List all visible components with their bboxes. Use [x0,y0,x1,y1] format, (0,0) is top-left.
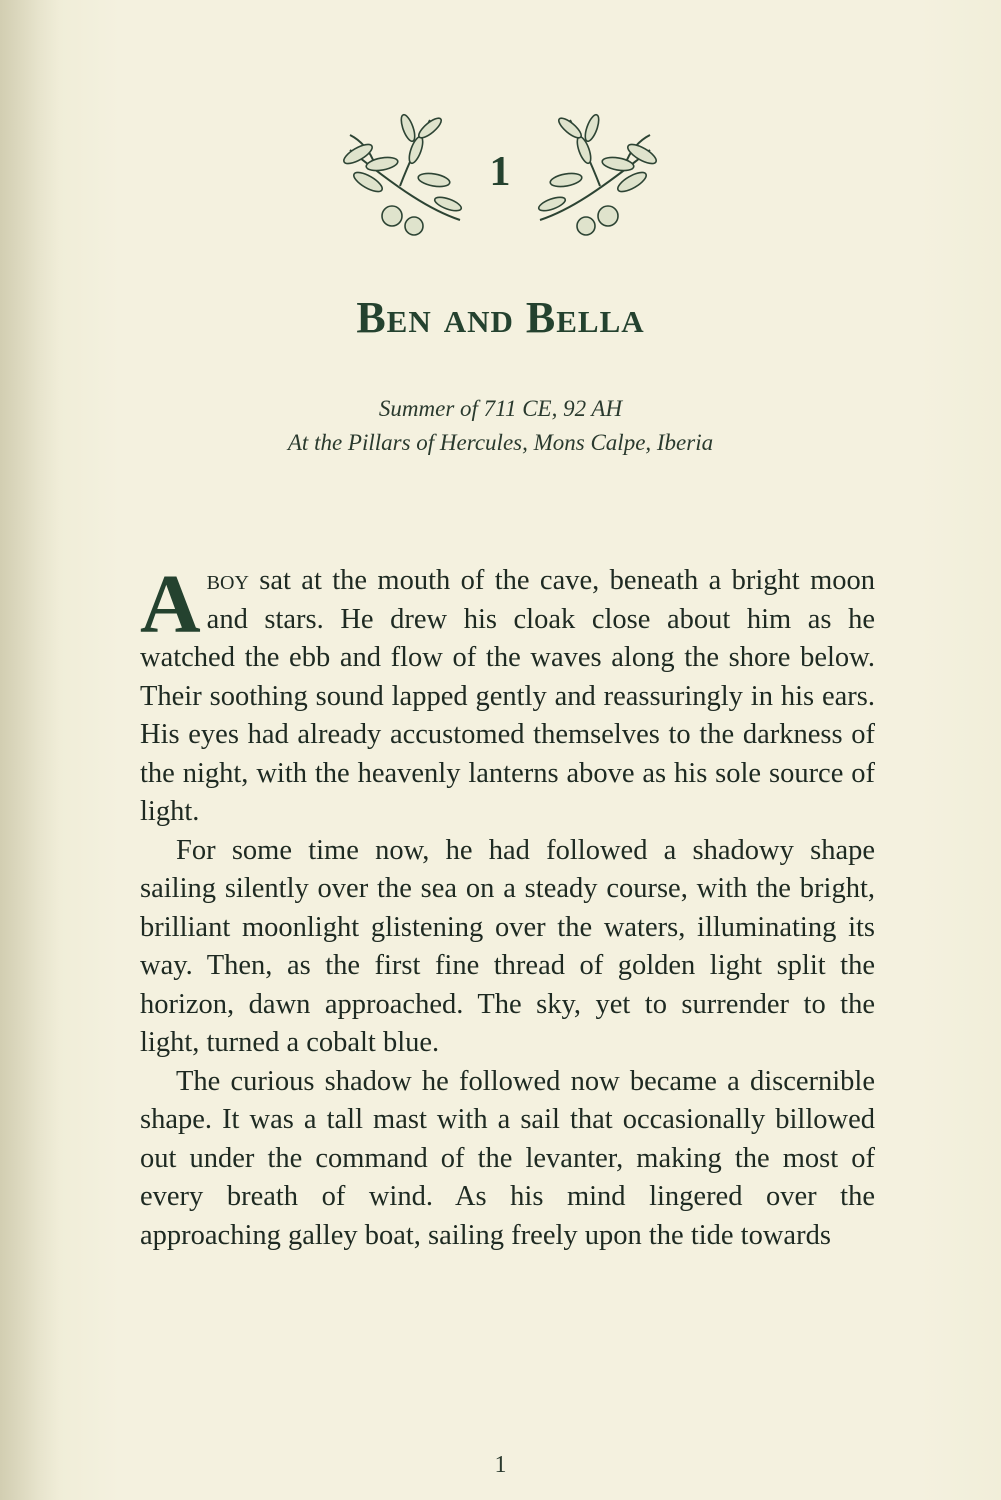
olive-branch-left-icon [330,110,470,250]
paragraph-2: For some time now, he had followed a shadowy shape sailing silently over the sea on a steady course, with the bright, brilliant moonlight glistening over the waters, illuminating its way. Then, as the first fine thread of golden light split the horizon, dawn approached. The sky, yet to surrender to the light, turned a cobalt blue. [140,834,875,1058]
olive-branch-right-icon [530,110,670,250]
paragraph-3: The curious shadow he followed now became a discernible shape. It was a tall mast with a sail that occasionally billowed out under the command of the levanter, making the most of every breath of wind. As his mind lingered over the approaching galley boat, sailing freely upon the tide towards [140,1065,875,1251]
chapter-ornament [330,110,670,250]
gutter-shadow [0,0,60,1500]
chapter-title: Ben and Bella [356,293,645,342]
dateline [0,392,1001,460]
page-number: 1 [494,1452,507,1478]
dateline-date: Summer of 711 CE, 92 AH [378,396,623,421]
paragraph-1 [140,558,875,832]
dateline-place: At the Pillars of Hercules, Mons Calpe, Iberia [287,430,714,455]
chapter-number: 1 [489,149,511,195]
lead-word: boy [206,565,249,596]
drop-cap: A [140,558,201,651]
paragraph-1-text: sat at the mouth of the cave, beneath a bright moon and stars. He drew his cloak close about him as he watched the ebb and flow of the waves along the shore below. Their soothing sound lapped gently and reassuringly in his ears. His eyes had already accustomed themselves to the darkness of the night, with the heavenly lanterns above as his sole source of light. [140,565,875,827]
body-text [140,558,875,1255]
